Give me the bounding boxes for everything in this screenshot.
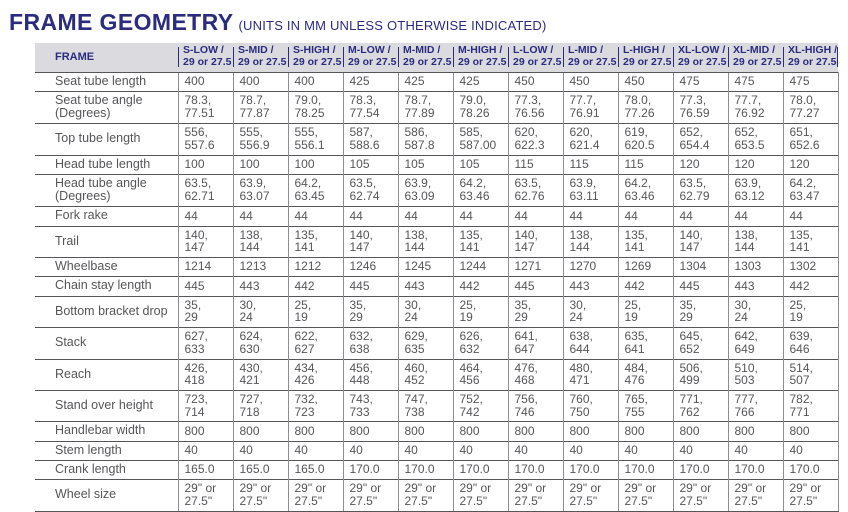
table-cell: 64.2, 63.46 bbox=[453, 174, 508, 207]
table-cell: 732, 723 bbox=[288, 390, 343, 421]
table-cell: 652, 653.5 bbox=[728, 124, 783, 155]
table-cell: 555, 556.9 bbox=[233, 124, 288, 155]
column-header: M-HIGH / 29 or 27.5 bbox=[453, 43, 508, 72]
table-cell: 115 bbox=[508, 155, 563, 174]
table-cell: 29" or 27.5" bbox=[398, 480, 453, 511]
table-cell: 434, 426 bbox=[288, 359, 343, 390]
table-cell: 30, 24 bbox=[233, 296, 288, 327]
table-row bbox=[35, 390, 838, 421]
table-cell: 40 bbox=[618, 441, 673, 460]
table-cell: 135, 141 bbox=[783, 226, 838, 257]
table-cell: 29" or 27.5" bbox=[728, 480, 783, 511]
table-cell: 30, 24 bbox=[563, 296, 618, 327]
table-cell: 456, 448 bbox=[343, 359, 398, 390]
table-cell: 723, 714 bbox=[178, 390, 233, 421]
table-cell: 627, 633 bbox=[178, 328, 233, 359]
table-cell: 25, 19 bbox=[783, 296, 838, 327]
table-cell: 138, 144 bbox=[398, 226, 453, 257]
table-cell: 29" or 27.5" bbox=[673, 480, 728, 511]
table-cell: 105 bbox=[453, 155, 508, 174]
table-cell: 25, 19 bbox=[618, 296, 673, 327]
table-cell: 638, 644 bbox=[563, 328, 618, 359]
table-cell: 635, 641 bbox=[618, 328, 673, 359]
table-row bbox=[35, 226, 838, 257]
row-label: Seat tube length bbox=[35, 72, 178, 91]
table-cell: 743, 733 bbox=[343, 390, 398, 421]
table-cell: 77.7, 76.91 bbox=[563, 91, 618, 124]
table-cell: 63.5, 62.79 bbox=[673, 174, 728, 207]
table-cell: 170.0 bbox=[398, 460, 453, 479]
column-header: S-LOW / 29 or 27.5 bbox=[178, 43, 233, 72]
table-cell: 765, 755 bbox=[618, 390, 673, 421]
table-cell: 40 bbox=[673, 441, 728, 460]
table-cell: 78.0, 77.27 bbox=[783, 91, 838, 124]
table-cell: 445 bbox=[508, 277, 563, 296]
table-cell: 760, 750 bbox=[563, 390, 618, 421]
column-header: M-LOW / 29 or 27.5 bbox=[343, 43, 398, 72]
table-cell: 77.3, 76.59 bbox=[673, 91, 728, 124]
table-cell: 165.0 bbox=[178, 460, 233, 479]
table-cell: 642, 649 bbox=[728, 328, 783, 359]
table-cell: 800 bbox=[783, 422, 838, 441]
column-header: L-LOW / 29 or 27.5 bbox=[508, 43, 563, 72]
column-header: XL-MID / 29 or 27.5 bbox=[728, 43, 783, 72]
table-cell: 78.7, 77.89 bbox=[398, 91, 453, 124]
table-cell: 464, 456 bbox=[453, 359, 508, 390]
column-header: XL-HIGH / 29 or 27.5 bbox=[783, 43, 838, 72]
table-body bbox=[35, 72, 838, 511]
row-label: Fork rake bbox=[35, 207, 178, 226]
table-cell: 425 bbox=[343, 72, 398, 91]
table-cell: 443 bbox=[563, 277, 618, 296]
table-cell: 400 bbox=[288, 72, 343, 91]
row-label: Head tube angle (Degrees) bbox=[35, 174, 178, 207]
table-cell: 587, 588.6 bbox=[343, 124, 398, 155]
table-cell: 40 bbox=[453, 441, 508, 460]
table-cell: 1244 bbox=[453, 258, 508, 277]
table-row bbox=[35, 72, 838, 91]
table-cell: 443 bbox=[398, 277, 453, 296]
table-cell: 624, 630 bbox=[233, 328, 288, 359]
table-cell: 44 bbox=[398, 207, 453, 226]
table-cell: 426, 418 bbox=[178, 359, 233, 390]
table-cell: 639, 646 bbox=[783, 328, 838, 359]
table-cell: 800 bbox=[343, 422, 398, 441]
column-header: S-HIGH / 29 or 27.5 bbox=[288, 43, 343, 72]
table-cell: 44 bbox=[343, 207, 398, 226]
table-row bbox=[35, 124, 838, 155]
table-cell: 105 bbox=[343, 155, 398, 174]
column-header: L-HIGH / 29 or 27.5 bbox=[618, 43, 673, 72]
table-cell: 442 bbox=[783, 277, 838, 296]
table-cell: 29" or 27.5" bbox=[288, 480, 343, 511]
table-cell: 63.9, 63.07 bbox=[233, 174, 288, 207]
table-row bbox=[35, 174, 838, 207]
table-cell: 29" or 27.5" bbox=[343, 480, 398, 511]
table-cell: 170.0 bbox=[673, 460, 728, 479]
table-cell: 44 bbox=[233, 207, 288, 226]
table-cell: 79.0, 78.26 bbox=[453, 91, 508, 124]
table-cell: 170.0 bbox=[728, 460, 783, 479]
table-cell: 800 bbox=[288, 422, 343, 441]
table-cell: 645, 652 bbox=[673, 328, 728, 359]
table-cell: 747, 738 bbox=[398, 390, 453, 421]
table-cell: 35, 29 bbox=[508, 296, 563, 327]
table-cell: 514, 507 bbox=[783, 359, 838, 390]
table-cell: 120 bbox=[783, 155, 838, 174]
row-label: Top tube length bbox=[35, 124, 178, 155]
table-cell: 641, 647 bbox=[508, 328, 563, 359]
table-cell: 44 bbox=[288, 207, 343, 226]
table-cell: 79.0, 78.25 bbox=[288, 91, 343, 124]
table-cell: 120 bbox=[728, 155, 783, 174]
table-header-row bbox=[35, 43, 838, 72]
table-cell: 484, 476 bbox=[618, 359, 673, 390]
table-cell: 170.0 bbox=[783, 460, 838, 479]
table-cell: 425 bbox=[398, 72, 453, 91]
table-cell: 450 bbox=[618, 72, 673, 91]
table-cell: 63.9, 63.09 bbox=[398, 174, 453, 207]
table-cell: 77.7, 76.92 bbox=[728, 91, 783, 124]
table-cell: 63.9, 63.12 bbox=[728, 174, 783, 207]
table-cell: 140, 147 bbox=[508, 226, 563, 257]
table-row bbox=[35, 258, 838, 277]
table-cell: 442 bbox=[453, 277, 508, 296]
table-cell: 445 bbox=[178, 277, 233, 296]
table-cell: 800 bbox=[233, 422, 288, 441]
table-cell: 44 bbox=[508, 207, 563, 226]
table-cell: 556, 557.6 bbox=[178, 124, 233, 155]
table-cell: 44 bbox=[563, 207, 618, 226]
table-cell: 100 bbox=[233, 155, 288, 174]
table-cell: 800 bbox=[728, 422, 783, 441]
table-cell: 510, 503 bbox=[728, 359, 783, 390]
table-cell: 727, 718 bbox=[233, 390, 288, 421]
row-label: Stem length bbox=[35, 441, 178, 460]
table-cell: 400 bbox=[178, 72, 233, 91]
table-cell: 506, 499 bbox=[673, 359, 728, 390]
row-label: Crank length bbox=[35, 460, 178, 479]
table-cell: 44 bbox=[728, 207, 783, 226]
row-label: Stand over height bbox=[35, 390, 178, 421]
table-cell: 30, 24 bbox=[398, 296, 453, 327]
table-cell: 64.2, 63.46 bbox=[618, 174, 673, 207]
table-cell: 120 bbox=[673, 155, 728, 174]
table-cell: 40 bbox=[728, 441, 783, 460]
table-cell: 555, 556.1 bbox=[288, 124, 343, 155]
table-cell: 652, 654.4 bbox=[673, 124, 728, 155]
table-cell: 777, 766 bbox=[728, 390, 783, 421]
table-cell: 25, 19 bbox=[288, 296, 343, 327]
column-header-frame: FRAME bbox=[35, 43, 178, 72]
table-cell: 35, 29 bbox=[178, 296, 233, 327]
table-row bbox=[35, 359, 838, 390]
table-cell: 100 bbox=[178, 155, 233, 174]
table-cell: 443 bbox=[233, 277, 288, 296]
table-cell: 425 bbox=[453, 72, 508, 91]
table-cell: 100 bbox=[288, 155, 343, 174]
table-row bbox=[35, 441, 838, 460]
table-cell: 1271 bbox=[508, 258, 563, 277]
table-cell: 40 bbox=[563, 441, 618, 460]
table-cell: 1214 bbox=[178, 258, 233, 277]
table-cell: 480, 471 bbox=[563, 359, 618, 390]
column-header: L-MID / 29 or 27.5 bbox=[563, 43, 618, 72]
row-label: Wheelbase bbox=[35, 258, 178, 277]
table-cell: 632, 638 bbox=[343, 328, 398, 359]
table-cell: 165.0 bbox=[288, 460, 343, 479]
table-row bbox=[35, 328, 838, 359]
table-cell: 78.7, 77.87 bbox=[233, 91, 288, 124]
table-cell: 1304 bbox=[673, 258, 728, 277]
row-label: Seat tube angle (Degrees) bbox=[35, 91, 178, 124]
table-cell: 620, 622.3 bbox=[508, 124, 563, 155]
table-cell: 44 bbox=[178, 207, 233, 226]
table-cell: 622, 627 bbox=[288, 328, 343, 359]
table-cell: 63.5, 62.71 bbox=[178, 174, 233, 207]
table-cell: 64.2, 63.47 bbox=[783, 174, 838, 207]
table-cell: 44 bbox=[453, 207, 508, 226]
table-cell: 40 bbox=[233, 441, 288, 460]
table-cell: 115 bbox=[563, 155, 618, 174]
row-label: Bottom bracket drop bbox=[35, 296, 178, 327]
row-label: Chain stay length bbox=[35, 277, 178, 296]
table-cell: 450 bbox=[508, 72, 563, 91]
table-cell: 450 bbox=[563, 72, 618, 91]
table-cell: 430, 421 bbox=[233, 359, 288, 390]
table-row bbox=[35, 460, 838, 479]
page-title-units: (UNITS IN MM UNLESS OTHERWISE INDICATED) bbox=[238, 18, 547, 33]
table-cell: 105 bbox=[398, 155, 453, 174]
table-cell: 619, 620.5 bbox=[618, 124, 673, 155]
table-cell: 44 bbox=[783, 207, 838, 226]
table-cell: 443 bbox=[728, 277, 783, 296]
table-cell: 800 bbox=[618, 422, 673, 441]
table-cell: 138, 144 bbox=[728, 226, 783, 257]
table-cell: 445 bbox=[343, 277, 398, 296]
table-cell: 771, 762 bbox=[673, 390, 728, 421]
table-cell: 1270 bbox=[563, 258, 618, 277]
table-cell: 78.3, 77.51 bbox=[178, 91, 233, 124]
table-cell: 40 bbox=[783, 441, 838, 460]
table-cell: 1303 bbox=[728, 258, 783, 277]
table-header bbox=[35, 43, 838, 72]
column-header: M-MID / 29 or 27.5 bbox=[398, 43, 453, 72]
table-cell: 40 bbox=[343, 441, 398, 460]
table-cell: 40 bbox=[178, 441, 233, 460]
table-cell: 140, 147 bbox=[673, 226, 728, 257]
row-label: Handlebar width bbox=[35, 422, 178, 441]
table-cell: 586, 587.8 bbox=[398, 124, 453, 155]
table-cell: 170.0 bbox=[508, 460, 563, 479]
table-cell: 170.0 bbox=[618, 460, 673, 479]
row-label: Wheel size bbox=[35, 480, 178, 511]
table-row bbox=[35, 91, 838, 124]
table-cell: 475 bbox=[783, 72, 838, 91]
table-cell: 29" or 27.5" bbox=[783, 480, 838, 511]
table-cell: 78.0, 77.26 bbox=[618, 91, 673, 124]
table-cell: 1269 bbox=[618, 258, 673, 277]
table-cell: 800 bbox=[398, 422, 453, 441]
table-cell: 400 bbox=[233, 72, 288, 91]
table-cell: 752, 742 bbox=[453, 390, 508, 421]
table-cell: 1245 bbox=[398, 258, 453, 277]
table-cell: 800 bbox=[178, 422, 233, 441]
table-cell: 629, 635 bbox=[398, 328, 453, 359]
table-cell: 138, 144 bbox=[233, 226, 288, 257]
table-row bbox=[35, 480, 838, 511]
table-cell: 1246 bbox=[343, 258, 398, 277]
row-label: Reach bbox=[35, 359, 178, 390]
page-title-main: FRAME GEOMETRY bbox=[9, 9, 234, 35]
table-cell: 475 bbox=[728, 72, 783, 91]
table-cell: 782, 771 bbox=[783, 390, 838, 421]
table-cell: 651, 652.6 bbox=[783, 124, 838, 155]
table-cell: 44 bbox=[673, 207, 728, 226]
table-cell: 63.9, 63.11 bbox=[563, 174, 618, 207]
table-cell: 756, 746 bbox=[508, 390, 563, 421]
table-cell: 445 bbox=[673, 277, 728, 296]
table-cell: 29" or 27.5" bbox=[178, 480, 233, 511]
table-cell: 442 bbox=[288, 277, 343, 296]
table-cell: 1212 bbox=[288, 258, 343, 277]
table-cell: 44 bbox=[618, 207, 673, 226]
table-cell: 77.3, 76.56 bbox=[508, 91, 563, 124]
table-cell: 170.0 bbox=[563, 460, 618, 479]
table-row bbox=[35, 277, 838, 296]
table-cell: 800 bbox=[563, 422, 618, 441]
table-cell: 165.0 bbox=[233, 460, 288, 479]
table-cell: 40 bbox=[398, 441, 453, 460]
table-cell: 29" or 27.5" bbox=[563, 480, 618, 511]
table-cell: 135, 141 bbox=[288, 226, 343, 257]
column-header: XL-LOW / 29 or 27.5 bbox=[673, 43, 728, 72]
table-cell: 29" or 27.5" bbox=[453, 480, 508, 511]
table-cell: 800 bbox=[453, 422, 508, 441]
table-cell: 140, 147 bbox=[343, 226, 398, 257]
table-cell: 25, 19 bbox=[453, 296, 508, 327]
table-cell: 140, 147 bbox=[178, 226, 233, 257]
table-cell: 35, 29 bbox=[673, 296, 728, 327]
table-cell: 800 bbox=[673, 422, 728, 441]
table-cell: 620, 621.4 bbox=[563, 124, 618, 155]
table-row bbox=[35, 155, 838, 174]
table-cell: 29" or 27.5" bbox=[618, 480, 673, 511]
table-cell: 170.0 bbox=[343, 460, 398, 479]
table-row bbox=[35, 422, 838, 441]
frame-geometry-table bbox=[35, 43, 839, 512]
table-cell: 1213 bbox=[233, 258, 288, 277]
table-cell: 1302 bbox=[783, 258, 838, 277]
row-label: Head tube length bbox=[35, 155, 178, 174]
table-cell: 63.5, 62.74 bbox=[343, 174, 398, 207]
table-row bbox=[35, 207, 838, 226]
table-cell: 585, 587.00 bbox=[453, 124, 508, 155]
table-cell: 475 bbox=[673, 72, 728, 91]
page-title bbox=[9, 9, 848, 36]
table-cell: 30, 24 bbox=[728, 296, 783, 327]
table-cell: 29" or 27.5" bbox=[233, 480, 288, 511]
table-cell: 476, 468 bbox=[508, 359, 563, 390]
table-cell: 626, 632 bbox=[453, 328, 508, 359]
table-cell: 35, 29 bbox=[343, 296, 398, 327]
table-row bbox=[35, 296, 838, 327]
table-cell: 78.3, 77.54 bbox=[343, 91, 398, 124]
row-label: Stack bbox=[35, 328, 178, 359]
table-cell: 442 bbox=[618, 277, 673, 296]
table-cell: 40 bbox=[288, 441, 343, 460]
table-cell: 115 bbox=[618, 155, 673, 174]
table-cell: 40 bbox=[508, 441, 563, 460]
table-cell: 135, 141 bbox=[618, 226, 673, 257]
row-label: Trail bbox=[35, 226, 178, 257]
table-cell: 29" or 27.5" bbox=[508, 480, 563, 511]
table-cell: 138, 144 bbox=[563, 226, 618, 257]
table-cell: 64.2, 63.45 bbox=[288, 174, 343, 207]
table-cell: 63.5, 62.76 bbox=[508, 174, 563, 207]
table-cell: 460, 452 bbox=[398, 359, 453, 390]
table-cell: 135, 141 bbox=[453, 226, 508, 257]
table-cell: 800 bbox=[508, 422, 563, 441]
table-cell: 170.0 bbox=[453, 460, 508, 479]
column-header: S-MID / 29 or 27.5 bbox=[233, 43, 288, 72]
